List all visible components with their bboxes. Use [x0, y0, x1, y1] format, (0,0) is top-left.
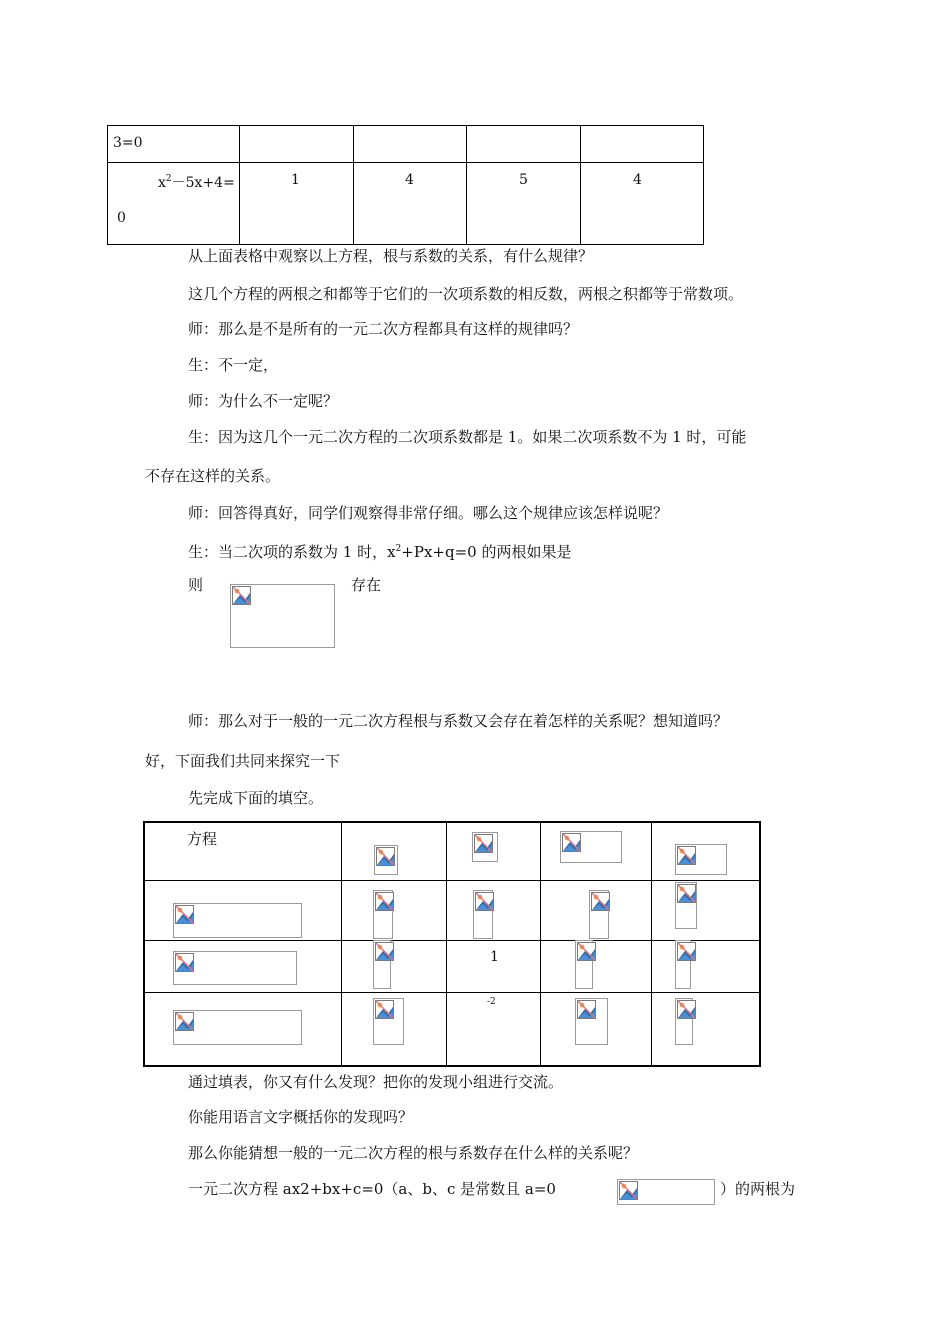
value-cell: 1	[490, 949, 499, 965]
broken-image-icon	[589, 890, 609, 939]
broken-image-icon	[373, 998, 404, 1045]
broken-image-icon	[230, 584, 335, 648]
broken-image-icon	[617, 1179, 715, 1205]
broken-image-icon	[675, 998, 693, 1045]
broken-image-icon	[575, 940, 593, 989]
broken-image-icon	[675, 844, 727, 875]
value-cell: -2	[487, 997, 496, 1007]
paragraph: 从上面表格中观察以上方程，根与系数的关系，有什么规律？	[188, 247, 594, 265]
paragraph: 通过填表，你又有什么发现？把你的发现小组进行交流。	[188, 1073, 564, 1091]
broken-image-icon	[373, 890, 393, 939]
paragraph: 师：为什么不一定呢？	[188, 392, 339, 410]
paragraph: 生：不一定，	[188, 356, 279, 374]
paragraph: 则	[188, 576, 204, 594]
paragraph: 一元二次方程 ax2+bx+c=0（a、b、c 是常数且 a=0	[188, 1180, 556, 1198]
paragraph: 先完成下面的填空。	[188, 789, 324, 807]
paragraph: 好，下面我们共同来探究一下	[145, 752, 341, 770]
root-cell: 4	[405, 172, 414, 188]
broken-image-icon	[560, 831, 622, 863]
paragraph: 师：那么是不是所有的一元二次方程都具有这样的规律吗？	[188, 320, 579, 338]
paragraph: 师：那么对于一般的一元二次方程根与系数又会存在着怎样的关系呢？想知道吗？	[188, 712, 729, 730]
broken-image-icon	[173, 1010, 302, 1045]
root-sum-cell: 1	[291, 172, 300, 188]
header-label: 方程	[187, 830, 218, 848]
equation-cell-wrap: 0	[117, 210, 126, 226]
equation-cell: $x^2-5x+4=$	[158, 174, 235, 191]
paragraph: 这几个方程的两根之和都等于它们的一次项系数的相反数，两根之积都等于常数项。	[188, 285, 744, 303]
paragraph: 不存在这样的关系。	[145, 467, 281, 485]
equation-cell: 3=0	[113, 135, 143, 151]
broken-image-icon	[173, 903, 302, 938]
broken-image-icon	[575, 998, 608, 1045]
paragraph: 那么你能猜想一般的一元二次方程的根与系数存在什么样的关系呢？	[188, 1144, 639, 1162]
paragraph: 师：回答得真好，同学们观察得非常仔细。哪么这个规律应该怎样说呢？	[188, 504, 669, 522]
broken-image-icon	[374, 845, 398, 875]
root-cell: 4	[633, 172, 642, 188]
broken-image-icon	[675, 940, 691, 989]
broken-image-icon	[373, 940, 391, 989]
broken-image-icon	[675, 882, 697, 929]
paragraph: ）的两根为	[720, 1180, 796, 1198]
broken-image-icon	[473, 890, 493, 939]
roots-coefficients-table	[107, 125, 704, 245]
broken-image-icon	[472, 832, 498, 862]
paragraph: 你能用语言文字概括你的发现吗？	[188, 1108, 414, 1126]
paragraph: 存在	[351, 576, 382, 594]
paragraph: 生：因为这几个一元二次方程的二次项系数都是 1。如果二次项系数不为 1 时，可能	[188, 428, 747, 446]
root-cell: 5	[519, 172, 528, 188]
paragraph: 生：当二次项的系数为 1 时，$x^2+Px+q=0$ 的两根如果是	[188, 543, 572, 561]
broken-image-icon	[173, 951, 297, 985]
